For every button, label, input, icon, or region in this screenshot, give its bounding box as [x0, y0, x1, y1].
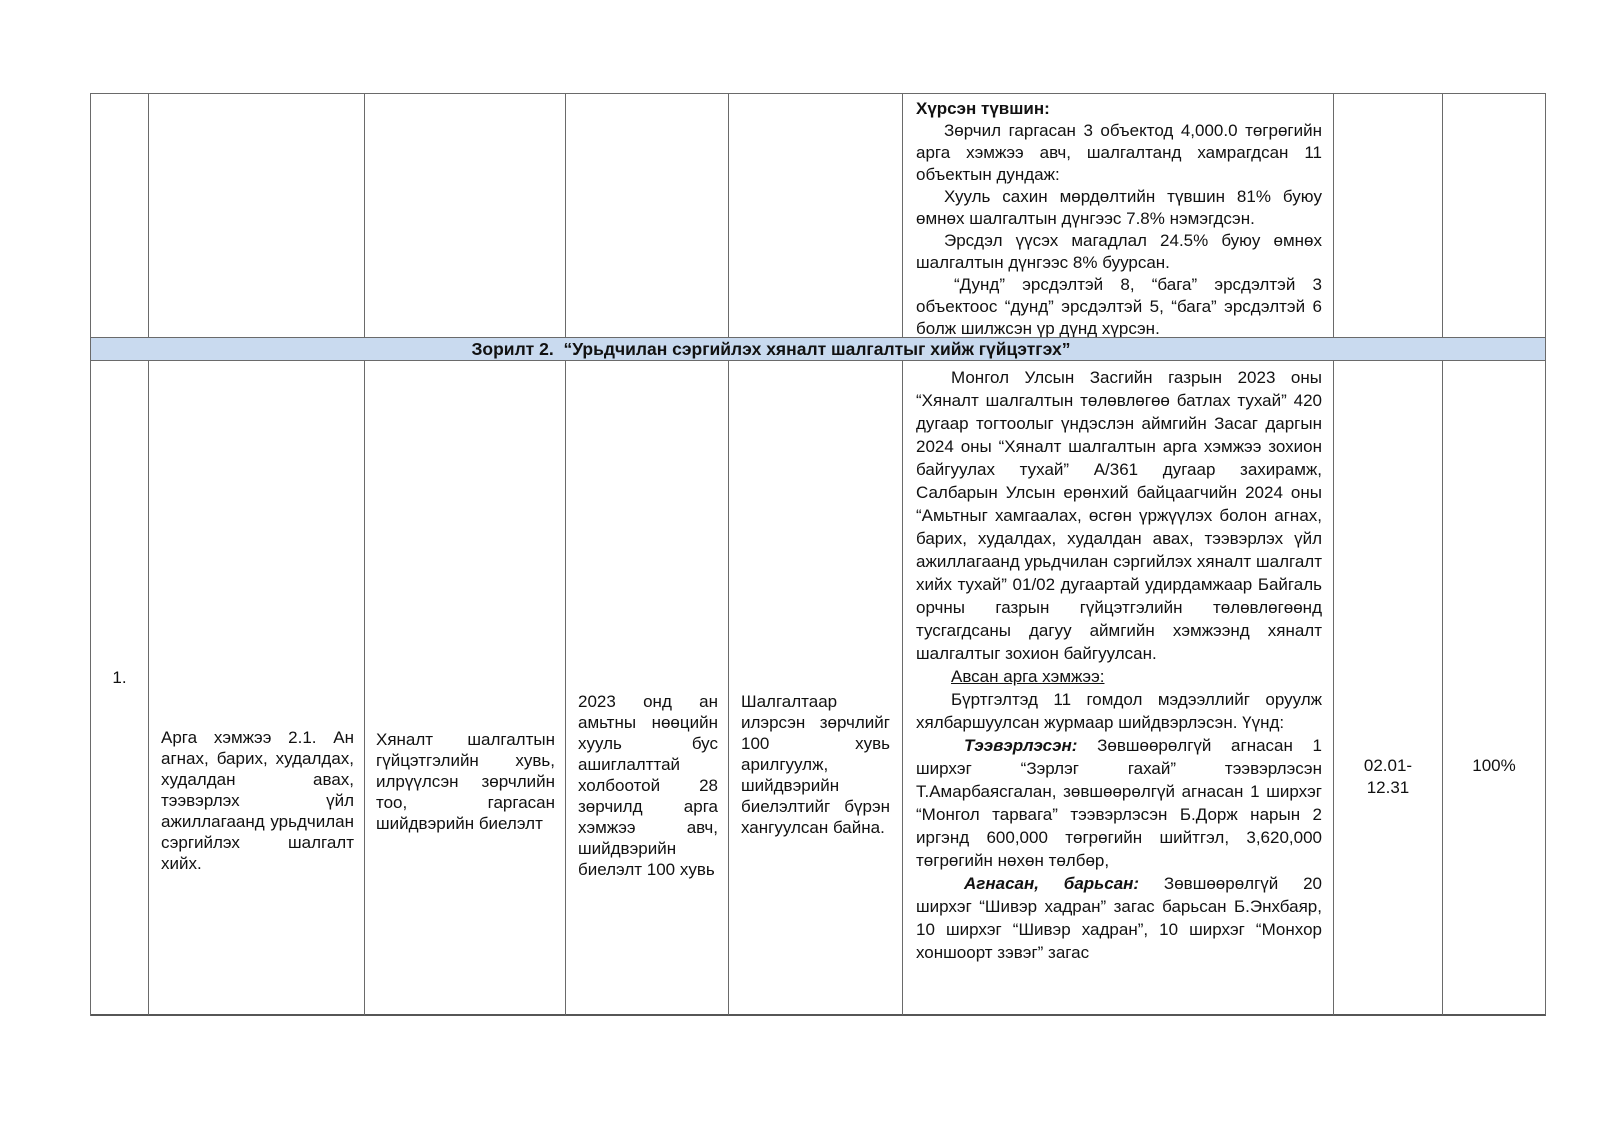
achieved-paragraph: Хууль сахин мөрдөлтийн түвшин 81% буюу өмнөх шалгалтын дүнгээс 7.8% нэмэгдсэн. — [916, 187, 1322, 228]
empty-cell — [1443, 94, 1546, 338]
measure-text: Арга хэмжээ 2.1. Ан агнах, барих, худалдах, худалдан авах, тээвэрлэх үйл ажиллагаанд урьдчилан сэргийлэх шалгалт хийх. — [161, 728, 354, 873]
result-paragraph: Агнасан, барьсан: Зөвшөөрөлгүй 20 ширхэг “Шивэр хадран” загас барьсан Б.Энхбаяр, 10 ширхэг “Шивэр хадран”, 10 ширхэг “Монхор хоншоорт зэвэг” загас — [916, 874, 1322, 962]
report-table — [90, 93, 1546, 1016]
section-header — [91, 338, 1546, 361]
achieved-paragraph: Зөрчил гаргасан 3 объектод 4,000.0 төгрөгийн арга хэмжээ авч, шалгалтанд хамрагдсан 11 объектын дундаж: — [916, 121, 1322, 184]
period-line2: 12.31 — [1366, 778, 1410, 797]
percent-value: 100% — [1472, 756, 1516, 775]
result-subheading: Авсан арга хэмжээ: — [951, 667, 1105, 686]
empty-cell — [91, 94, 149, 338]
indicator-text: Хяналт шалгалтын гүйцэтгэлийн хувь, илрүүлсэн зөрчлийн тоо, гаргасан шийдвэрийн биелэлт — [376, 730, 555, 833]
result-paragraph: Бүртгэлтэд 11 гомдол мэдээллийг оруулж хялбаршуулсан журмаар шийдвэрлэсэн. Үүнд: — [916, 690, 1322, 732]
empty-cell — [1334, 94, 1443, 338]
empty-cell — [365, 94, 566, 338]
period-cell — [1334, 361, 1443, 1016]
achieved-level-cell — [903, 94, 1334, 338]
achieved-paragraph: “Дунд” эрсдэлтэй 8, “бага” эрсдэлтэй 3 объектоос “дунд” эрсдэлтэй 5, “бага” эрсдэлтэй 6 болж шилжсэн үр дүнд хүрсэн. — [916, 275, 1322, 338]
baseline-cell — [566, 361, 729, 1016]
row-number-cell — [91, 361, 149, 1016]
empty-cell — [729, 94, 903, 338]
target-cell — [729, 361, 903, 1016]
baseline-text: 2023 онд ан амьтны нөөцийн хууль бус ашиглалттай холбоотой 28 зөрчилд арга хэмжээ авч, шийдвэрийн биелэлт 100 хувь — [578, 692, 718, 879]
target-text: Шалгалтаар илэрсэн зөрчлийг 100 хувь арилгуулж, шийдвэрийн биелэлтийг бүрэн хангуулсан байна. — [741, 692, 890, 837]
result-paragraph: Монгол Улсын Засгийн газрын 2023 оны “Хяналт шалгалтын төлөвлөгөө батлах тухай” 420 дугаар тогтоолыг үндэслэн аймгийн Засаг даргын 2024 оны “Хяналт шалгалтын арга хэмжээ зохион байгуулах тухай” А/361 дугаар захирамж, Салбарын Улсын ерөнхий байцаагчийн 2024 оны “Амьтныг хамгаалах, өсгөн үржүүлэх болон агнах, барих, худалдах, худалдан авах, тээвэрлэх үйл ажиллагаанд урьдчилан сэргийлэх хяналт шалгалт хийх тухай” 01/02 дугаартай удирдамжаар Байгаль орчны газрын гүйцэтгэлийн төлөвлөгөөнд тусгагдсаны дагуу аймгийн хэмжээнд хяналт шалгалтыг зохион байгуулсан. — [916, 368, 1322, 663]
section-header-text: Зорилт 2. “Урьдчилан сэргийлэх хяналт шалгалтыг хийж гүйцэтгэх” — [471, 339, 1071, 359]
empty-cell — [566, 94, 729, 338]
empty-cell — [149, 94, 365, 338]
row-number: 1. — [112, 668, 127, 687]
percent-cell — [1443, 361, 1546, 1016]
achieved-title: Хүрсэн түвшин: — [916, 99, 1050, 118]
period-line1: 02.01- — [1363, 756, 1413, 775]
indicator-cell — [365, 361, 566, 1016]
result-cell — [903, 361, 1334, 1016]
achieved-paragraph: Эрсдэл үүсэх магадлал 24.5% буюу өмнөх шалгалтын дүнгээс 8% буурсан. — [916, 231, 1322, 272]
result-paragraph: Тээвэрлэсэн: Зөвшөөрөлгүй агнасан 1 ширхэг “Зэрлэг гахай” тээвэрлэсэн Т.Амарбаясгалан, зөвшөөрөлгүй агнасан 1 ширхэг “Монгол тарвага” тээвэрлэсэн Б.Дорж нарын 2 иргэнд 600,000 төгрөгийн шийтгэл, 3,620,000 төгрөгийн нөхөн төлбөр, — [916, 736, 1322, 870]
measure-cell — [149, 361, 365, 1016]
